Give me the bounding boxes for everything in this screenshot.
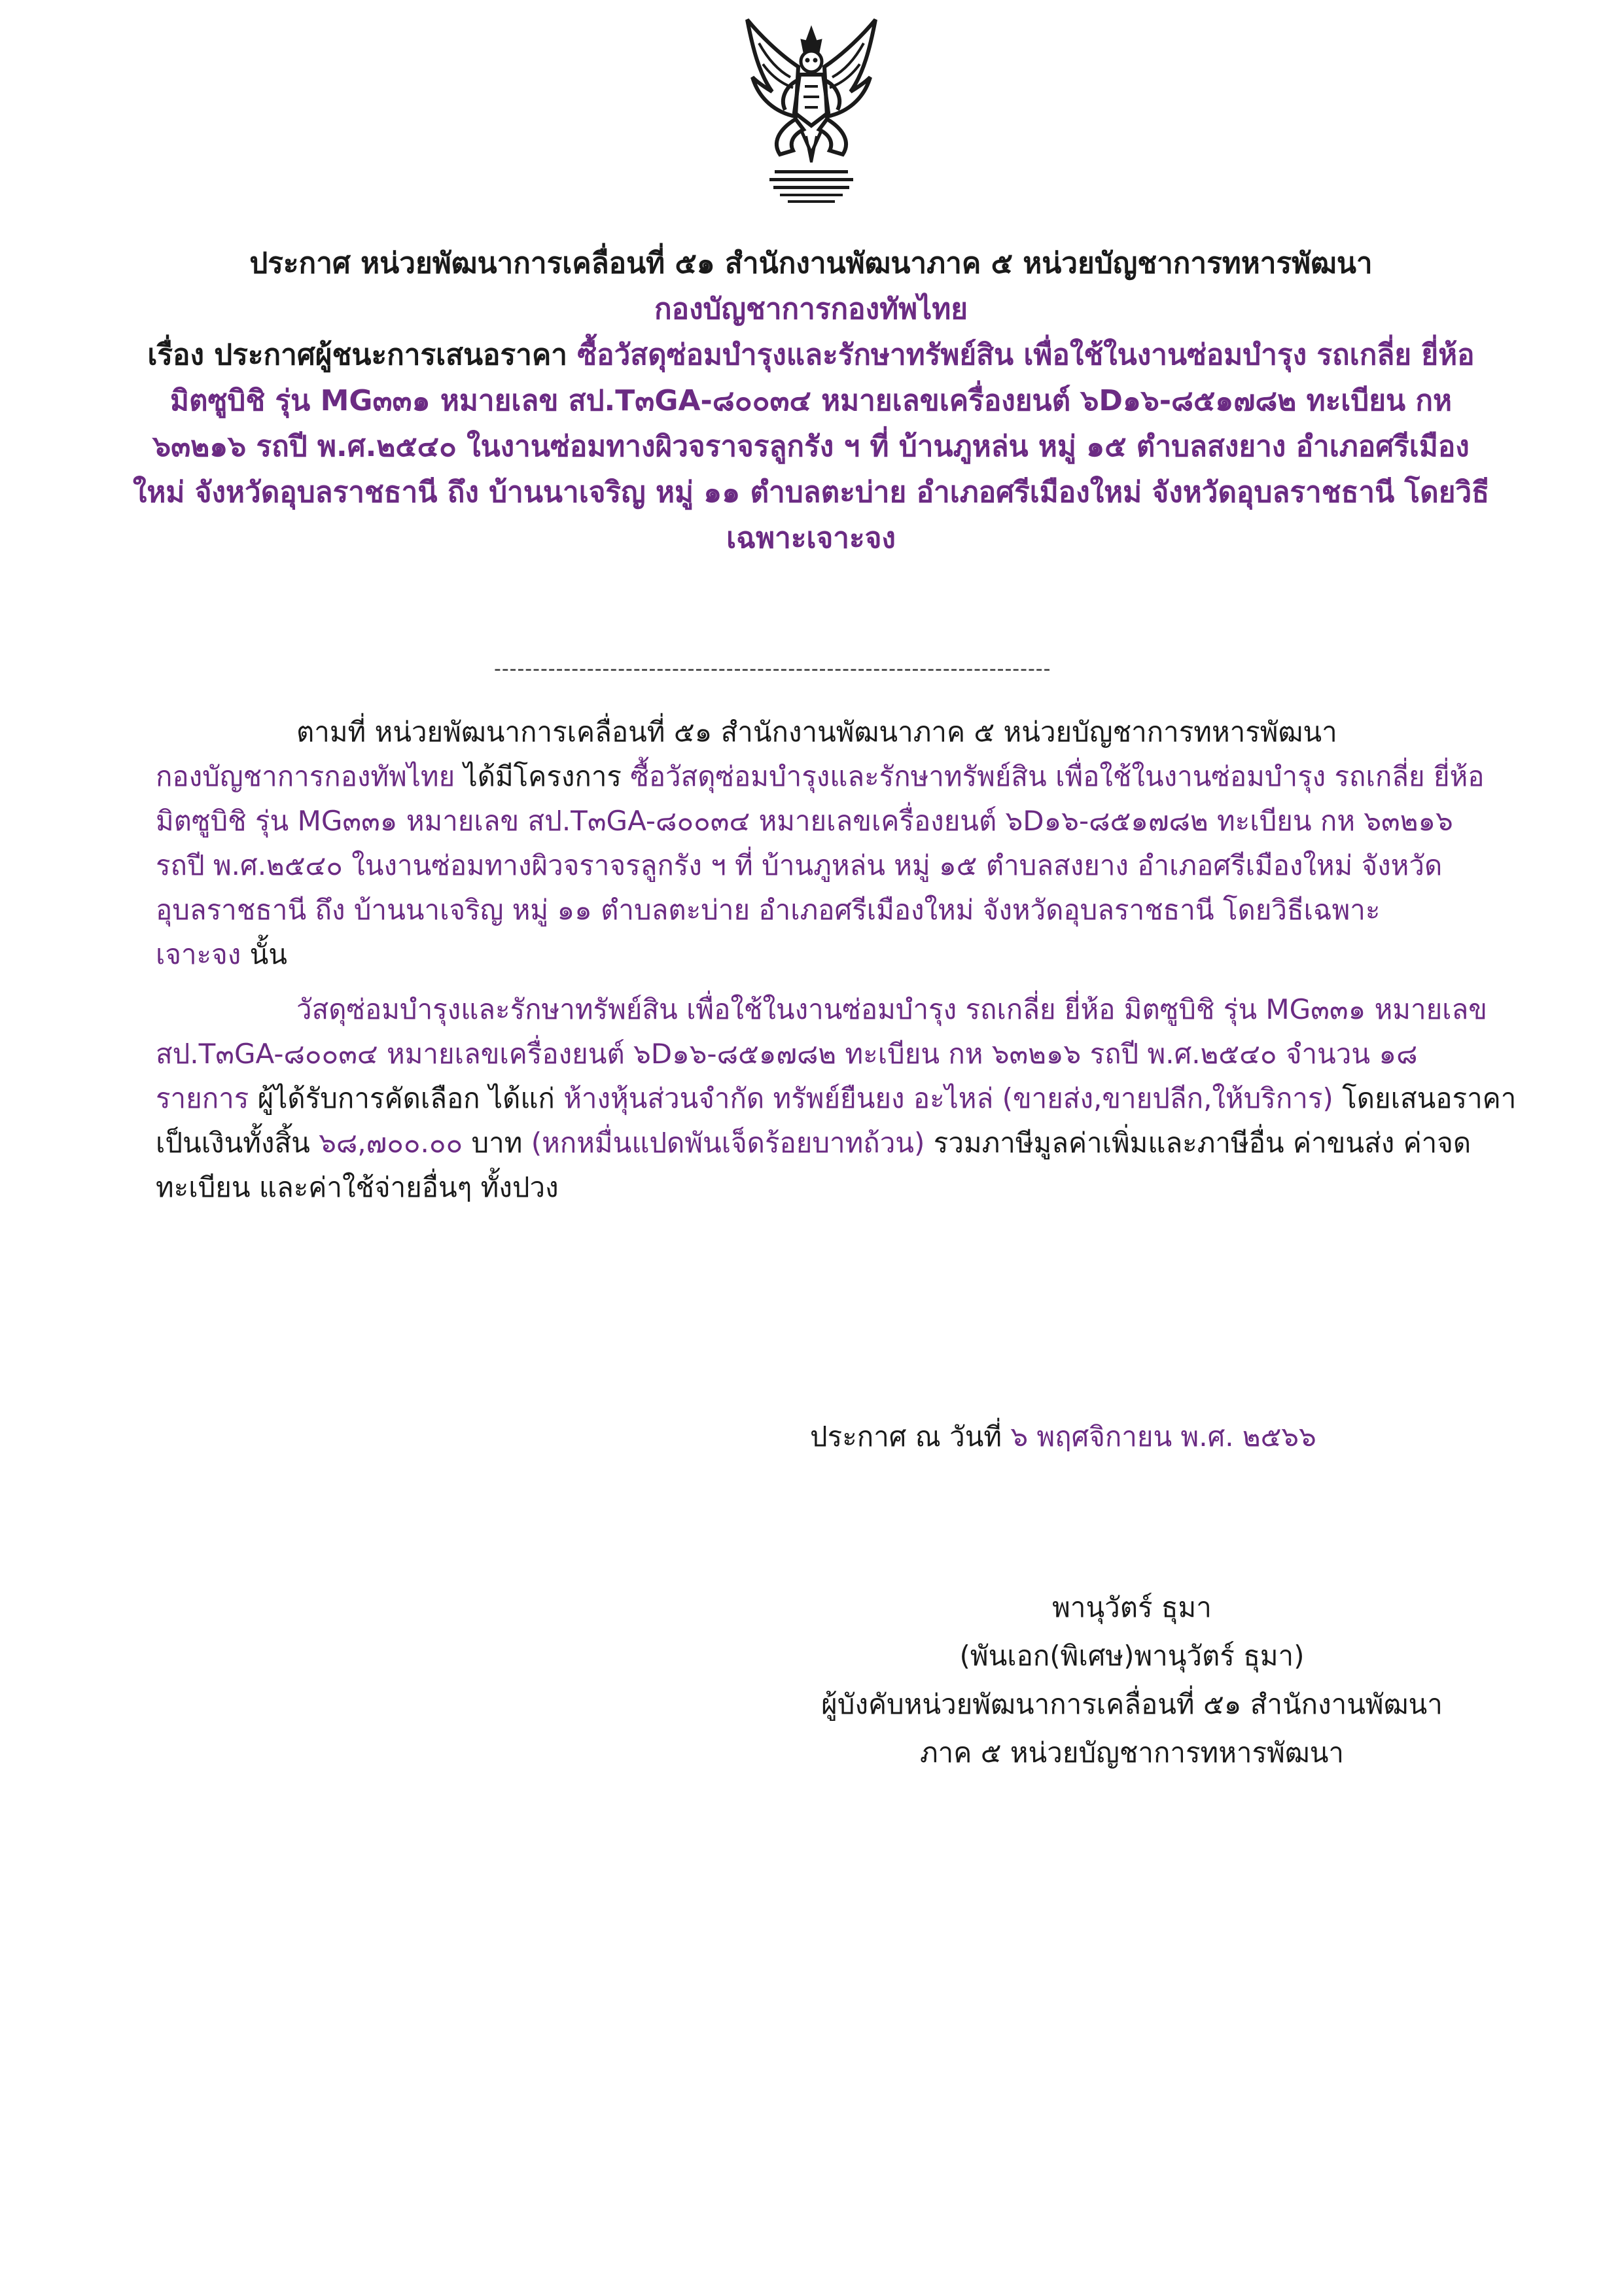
body-line [156, 1165, 1477, 1210]
signature-position: ผู้บังคับหน่วยพัฒนาการเคลื่อนที่ ๕๑ สำนักงานพัฒนา [821, 1688, 1443, 1720]
header-line [131, 241, 1491, 287]
header-command-text: กองบัญชาการกองทัพไทย [654, 292, 968, 326]
body-text: สป.T๓GA-๘๐๐๓๔ หมายเลขเครื่องยนต์ ๖D๑๖-๘๕๑๗๘๒ ทะเบียน กห ๖๓๒๑๖ รถปี พ.ศ.๒๕๔๐ จำนวน ๑๘ [156, 1038, 1418, 1070]
date-label: ประกาศ ณ วันที่ [810, 1421, 1011, 1453]
body-line [156, 754, 1485, 799]
body-line [156, 987, 1487, 1032]
signature-name: พานุวัตร์ ธุมา [1052, 1591, 1212, 1623]
announcement-date [810, 1415, 1316, 1459]
body-line [156, 710, 1477, 754]
bid-amount-words: (หกหมื่นแปดพันเจ็ดร้อยบาทถ้วน) [531, 1127, 925, 1159]
body-line [156, 1076, 1517, 1121]
signature-block [811, 1583, 1453, 1777]
header-line [131, 424, 1491, 470]
header-subject-text: ๖๓๒๑๖ รถปี พ.ศ.๒๕๔๐ ในงานซ่อมทางผิวจราจรลูกรัง ฯ ที่ บ้านภูหล่น หมู่ ๑๕ ตำบลสงยาง อำเภอศรีเมือง [152, 430, 1470, 463]
bid-amount: ๖๘,๗๐๐.๐๐ [319, 1127, 463, 1159]
body-text: เจาะจง [156, 938, 241, 970]
body-text: วัสดุซ่อมบำรุงและรักษาทรัพย์สิน เพื่อใช้ในงานซ่อมบำรุง รถเกลี่ย ยี่ห้อ มิตซูบิชิ รุ่น MG๓๓๑ หมายเลข [296, 993, 1487, 1025]
garuda-emblem-icon [733, 14, 890, 211]
body-text: กองบัญชาการกองทัพไทย [156, 760, 455, 792]
body-text: มิตซูบิชิ รุ่น MG๓๓๑ หมายเลข สป.T๓GA-๘๐๐๓๔ หมายเลขเครื่องยนต์ ๖D๑๖-๘๕๑๗๘๒ ทะเบียน กห ๖๓๒๑๖ [156, 805, 1453, 837]
header-line [131, 470, 1491, 516]
body-text: รถปี พ.ศ.๒๕๔๐ ในงานซ่อมทางผิวจราจรลูกรัง ฯ ที่ บ้านภูหล่น หมู่ ๑๕ ตำบลสงยาง อำเภอศรีเมืองใหม่ จังหวัด [156, 849, 1443, 881]
body-text: ซื้อวัสดุซ่อมบำรุงและรักษาทรัพย์สิน เพื่อใช้ในงานซ่อมบำรุง รถเกลี่ย ยี่ห้อ [630, 760, 1485, 792]
header-method-text: เฉพาะเจาะจง [726, 521, 896, 555]
body-line [156, 799, 1477, 843]
dashed-separator: ------------------------------------------------------------------------ [494, 658, 1051, 680]
paragraph-winner [156, 987, 1517, 1210]
body-text: รวมภาษีมูลค่าเพิ่มและภาษีอื่น ค่าขนส่ง ค่าจด [925, 1127, 1472, 1159]
header-subject-line [131, 332, 1491, 378]
body-text: ทะเบียน และค่าใช้จ่ายอื่นๆ ทั้งปวง [156, 1171, 559, 1203]
announcement-body [156, 710, 1517, 1210]
header-agency-text: ประกาศ หน่วยพัฒนาการเคลื่อนที่ ๕๑ สำนักงานพัฒนาภาค ๕ หน่วยบัญชาการทหารพัฒนา [249, 247, 1373, 280]
body-line [156, 932, 1477, 977]
header-subject-text: มิตซูบิชิ รุ่น MG๓๓๑ หมายเลข สป.T๓GA-๘๐๐๓๔ หมายเลขเครื่องยนต์ ๖D๑๖-๘๕๑๗๘๒ ทะเบียน กห [169, 384, 1453, 417]
body-text: ผู้ได้รับการคัดเลือก ได้แก่ [249, 1082, 564, 1114]
body-line [156, 843, 1477, 888]
body-text: เป็นเงินทั้งสิ้น [156, 1127, 319, 1159]
signature-position: ภาค ๕ หน่วยบัญชาการทหารพัฒนา [920, 1737, 1344, 1769]
body-text: นั้น [241, 938, 288, 970]
header-line [131, 287, 1491, 332]
announcement-header [131, 241, 1491, 561]
body-line [156, 888, 1477, 932]
body-text: ตามที่ หน่วยพัฒนาการเคลื่อนที่ ๕๑ สำนักงานพัฒนาภาค ๕ หน่วยบัญชาการทหารพัฒนา [296, 716, 1337, 748]
header-subject-text: ซื้อวัสดุซ่อมบำรุงและรักษาทรัพย์สิน เพื่อใช้ในงานซ่อมบำรุง รถเกลี่ย ยี่ห้อ [577, 338, 1475, 372]
body-text: รายการ [156, 1082, 249, 1114]
body-line [156, 1032, 1477, 1076]
paragraph-project [156, 710, 1485, 977]
header-line [131, 378, 1491, 424]
header-subject-label: เรื่อง ประกาศผู้ชนะการเสนอราคา [147, 338, 578, 372]
winner-name: ห้างหุ้นส่วนจำกัด ทรัพย์ยืนยง อะไหล่ (ขายส่ง,ขายปลีก,ให้บริการ) [563, 1082, 1333, 1114]
body-text: อุบลราชธานี ถึง บ้านนาเจริญ หมู่ ๑๑ ตำบลตะบ่าย อำเภอศรีเมืองใหม่ จังหวัดอุบลราชธานี โดยวิธีเฉพาะ [156, 894, 1381, 926]
body-line [156, 1121, 1477, 1165]
header-subject-text: ใหม่ จังหวัดอุบลราชธานี ถึง บ้านนาเจริญ หมู่ ๑๑ ตำบลตะบ่าย อำเภอศรีเมืองใหม่ จังหวัดอุบลราชธานี โดยวิธี [132, 476, 1490, 509]
header-line [131, 516, 1491, 561]
body-text: โดยเสนอราคา [1333, 1082, 1517, 1114]
date-value: ๖ พฤศจิกายน พ.ศ. ๒๕๖๖ [1010, 1421, 1316, 1453]
body-text: บาท [463, 1127, 531, 1159]
signature-full-rank-name: (พันเอก(พิเศษ)พานุวัตร์ ธุมา) [959, 1640, 1305, 1672]
body-text: ได้มีโครงการ [455, 760, 631, 792]
